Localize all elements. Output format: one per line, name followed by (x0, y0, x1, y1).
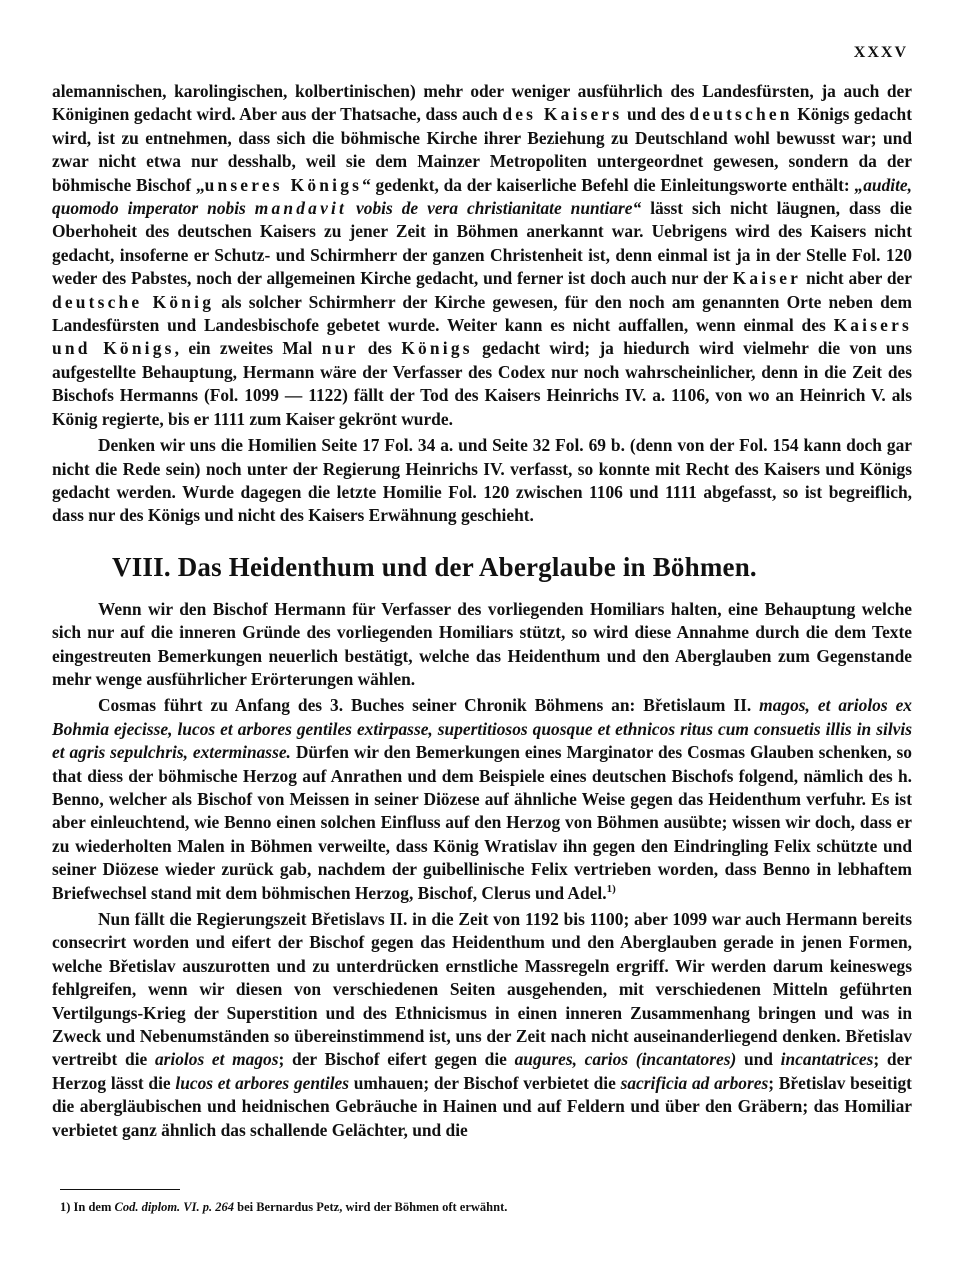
paragraph-2: Denken wir uns die Homilien Seite 17 Fol. 34 a. und Seite 32 Fol. 69 b. (denn von der Fol. 154 kann doch gar nicht die Rede sein) noch unter der Regierung Heinrichs IV. verfasst, so konnte mit Recht des Kaisers und Königs gedacht werden. Wurde dagegen die letzte Homilie Fol. 120 zwischen 1106 und 1111 abgefasst, so ist begreiflich, dass nur des Königs und nicht des Kaisers Erwähnung geschieht. (52, 435, 912, 526)
latin-term: ariolos et magos (154, 1049, 279, 1070)
footnote (60, 1199, 920, 1215)
page-number: XXXV (853, 44, 908, 61)
text-run: alemannischen, karolingischen, kolbertinischen) mehr oder weniger ausführlich des Landesfürsten, ja auch der Königinen gedacht wird. Aber aus der Thatsache, dass auch (52, 81, 912, 125)
latin-term: augures, carios (incantatores) (514, 1049, 737, 1070)
section-heading: VIII. Das Heidenthum und der Aberglaube in Böhmen. (112, 551, 757, 582)
text-run: 1) In dem (60, 1200, 115, 1214)
latin-quote: magos, et ariolos ex Bohmia ejecisse, lucos et arbores gentiles extirpasse, supertitiosos quosque et ethnicos ritus cum consuetis illis in silvis et agris sepulchris, exterminasse. (52, 695, 912, 763)
paragraph-3: Wenn wir den Bischof Hermann für Verfasser des vorliegenden Homiliars halten, eine Behauptung welche sich nur auf die inneren Gründe des vorliegenden Homiliars stützt, so wird diese Annahme durch die dem Texte eingestreuten Bemerkungen neuerlich bestätigt, welche das Heidenthum und den Aberglauben zum Gegenstande mehr wenge ausführlicher Erörterungen wählen. (52, 598, 912, 689)
text-run: ; Břetislav beseitigt die abergläubischen und heidnischen Gebräuche in Hainen und auf Feldern und über den Gräbern; das Homiliar verbietet ganz ähnlich das schallende Gelächter, und die (52, 1072, 912, 1140)
body-text (52, 80, 912, 1142)
text-run: bei Bernardus Petz, wird der Böhmen oft erwähnt. (234, 1200, 508, 1214)
text-run: als solcher Schirmherr der Kirche gewesen, für den noch am genannten Orte neben dem Landesfürsten und Landesbischofe gebetet wurde. Weiter kann es nicht auffallen, wenn einmal des (52, 291, 912, 336)
paragraph-5 (52, 908, 912, 1142)
text-run: Königs gedacht wird, ist zu entnehmen, dass sich die böhmische Kirche ihrer Beziehung zu Deutschland wohl bewusst war; und zwar nicht etwa nur desshalb, weil sie dem Mainzer Metropoliten untergeordnet gewesen, sondern da der böhmische Bischof „ (52, 104, 913, 195)
footnote-divider (60, 1189, 180, 1190)
text-run: , ein zweites Mal (174, 338, 322, 359)
text-run: ; der Herzog lässt die (52, 1049, 913, 1093)
footnote-marker[interactable]: 1) (606, 882, 616, 895)
spaced-text: deutsche König (52, 291, 215, 312)
text-run: umhauen; der Bischof verbietet die (349, 1072, 621, 1093)
text-run: gedacht wird; ja hiedurch wird vielmehr die von uns aufgestellte Behauptung, Hermann wäre der Verfasser des Codex nur noch wahrscheinlicher, denn in die Zeit des Bischofs Hermanns (Fol. 1099 — 1122) fällt der Tod des Kaisers Heinrichs IV. a. 1106, von wo an Heinrich V. als König regierte, bis er 1111 zum Kaiser gekrönt wurde. (52, 338, 912, 429)
spaced-text: Königs (401, 338, 473, 359)
latin-quote-spaced: mandavit (254, 198, 348, 219)
latin-term: sacrificia ad arbores (620, 1072, 769, 1093)
text-run: Dürfen wir den Bemerkungen eines Marginator des Cosmas Glauben schenken, so that diess der böhmische Herzog auf Anrathen und dem Beispiele eines deutschen Bischofs folgend, nämlich des h. Benno, welcher als Bischof von Meissen in seiner Diözese auf ähnliche Weise gegen das Heidenthum verfuhr. Es ist aber einleuchtend, wie Benno einen solchen Einfluss auf den Herzog von Böhmen ausübte; wissen wir doch, dass er zu wiederholten Malen in Böhmen verweilte, dass König Wratislav ihn gegen den Eindringling Felix schützte und seiner Diözese wieder zurück gab, nachdem der guibellinische Felix vertrieben worden, dass Benno in lebhaftem Briefwechsel stand mit dem böhmischen Herzog, Bischof, Clerus und Adel. (52, 742, 913, 903)
paragraph-4 (52, 694, 912, 905)
spaced-text: deutschen (689, 104, 793, 125)
spaced-text: des Kaisers (502, 104, 623, 125)
text-run: und des (622, 104, 690, 125)
citation: Cod. diplom. VI. p. 264 (114, 1200, 234, 1214)
text-run: nicht aber der (801, 268, 912, 289)
spaced-text: unseres Königs (204, 174, 363, 195)
text-run: des (358, 338, 402, 359)
latin-term: incantatrices (780, 1049, 874, 1070)
spaced-text: Kaisers und Königs (52, 315, 912, 359)
latin-quote: „audite, quomodo imperator nobis (52, 174, 913, 219)
text-run: ; der Bischof eifert gegen die (278, 1049, 515, 1070)
text-run: Cosmas führt zu Anfang des 3. Buches seiner Chronik Böhmens an: Břetislaum II. (98, 695, 760, 716)
latin-quote: vobis de vera christianitate nuntiare“ (347, 198, 642, 219)
latin-term: lucos et arbores gentiles (175, 1072, 350, 1093)
text-run: lässt sich nicht läugnen, dass die Oberhoheit des deutschen Kaisers zu jener Zeit in Böhmen anerkannt war. Uebrigens wird des Kaisers nicht gedacht, insoferne er Schutz- und Schirmherr der ganzen Christenheit ist, denn einmal ist ja in der Stelle Fol. 120 weder des Pabstes, noch der allgemeinen Kirche gedacht, und ferner ist doch auch nur der (52, 198, 913, 289)
text-run: “ gedenkt, da der kaiserliche Befehl die Einleitungsworte enthält: (362, 174, 855, 195)
spaced-text: Kaiser (732, 268, 802, 289)
text-run: Nun fällt die Regierungszeit Břetislavs II. in die Zeit von 1192 bis 1100; aber 1099 war auch Hermann bereits consecrirt worden und eifert der Bischof gegen das Heidenthum und den Aberglauben gerade in jenen Formen, welche Břetislav auszurotten und zu unterdrücken ernstliche Massregeln ergriff. Wir werden darum keineswegs fehlgreifen, wenn wir diesen von verschiedenen Seiten ausgehenden, mit verschiedenen Mitteln geführten Vertilgungs-Krieg der Superstition und des Ethnicismus in einen inneren Zusammenhang bringen und was in Zweck und Nebenumständen so übereinstimmend ist, uns der Zeit nach nicht auseinanderliegend denken. Břetislav vertreibt die (52, 909, 912, 1070)
paragraph-1 (52, 80, 912, 431)
spaced-text: nur (321, 338, 359, 359)
text-run: und (736, 1049, 781, 1070)
